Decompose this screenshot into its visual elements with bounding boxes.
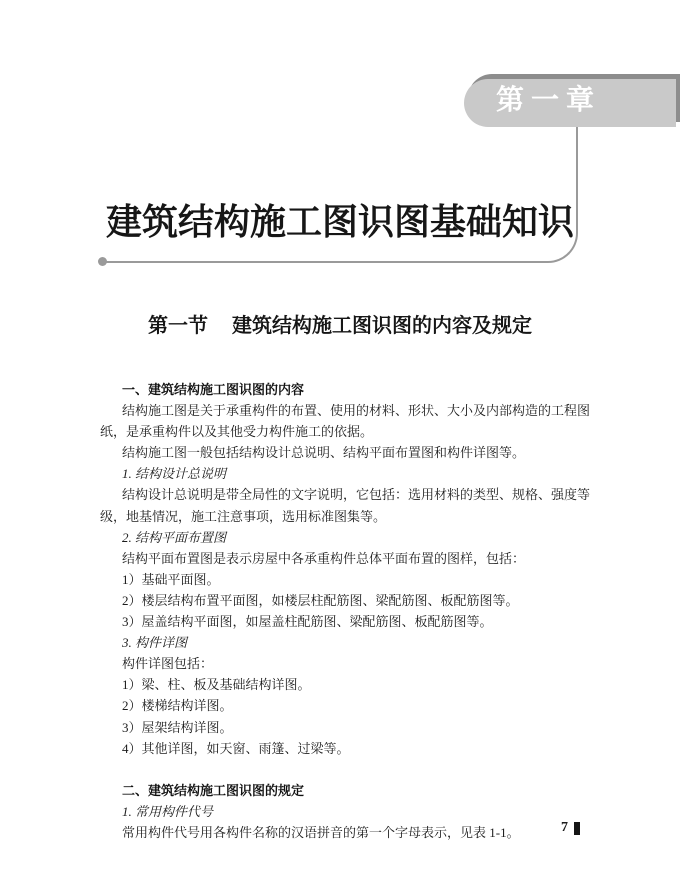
section-number: 第一节: [148, 315, 208, 337]
text-line: 3）屋架结构详图。: [122, 719, 233, 735]
body-text: [100, 379, 590, 843]
text-line: 2）楼层结构布置平面图，如楼层柱配筋图、梁配筋图、板配筋图等。: [122, 592, 519, 608]
chapter-title: 建筑结构施工图识图基础知识: [106, 202, 575, 242]
text-line: 2. 结构平面布置图: [122, 529, 227, 545]
text-line: 3. 构件详图: [122, 635, 188, 651]
text-line: 结构设计总说明是带全局性的文字说明，它包括：选用材料的类型、规格、强度等: [122, 487, 591, 503]
text-line: 1）基础平面图。: [122, 571, 220, 587]
text-line: 结构平面布置图是表示房屋中各承重构件总体平面布置的图样，包括：: [122, 550, 526, 566]
chapter-banner-label: 第一章: [496, 85, 602, 116]
page-footer: [540, 820, 580, 836]
section-title-text: 建筑结构施工图识图的内容及规定: [232, 315, 532, 337]
text-line: 2）楼梯结构详图。: [122, 698, 233, 714]
page-number: 7: [561, 820, 568, 835]
page-number-marker: [574, 822, 580, 835]
chapter-banner: [468, 74, 680, 122]
text-line: 构件详图包括：: [122, 656, 214, 672]
text-line: 结构施工图是关于承重构件的布置、使用的材料、形状、大小及内部构造的工程图: [122, 403, 591, 419]
text-line: 3）屋盖结构平面图，如屋盖柱配筋图、梁配筋图、板配筋图等。: [122, 614, 493, 630]
section-title: [0, 309, 680, 338]
text-line: 1. 常用构件代号: [122, 803, 214, 819]
text-line: 4）其他详图，如天窗、雨篷、过梁等。: [122, 740, 350, 756]
text-line: 二、建筑结构施工图识图的规定: [122, 782, 305, 798]
text-line: 纸，是承重构件以及其他受力构件施工的依据。: [100, 424, 374, 440]
text-line: 级，地基情况，施工注意事项，选用标准图集等。: [100, 508, 387, 524]
text-line: 一、建筑结构施工图识图的内容: [122, 382, 305, 397]
text-line: 常用构件代号用各构件名称的汉语拼音的第一个字母表示，见表 1-1。: [122, 824, 520, 840]
decorative-dot: [98, 257, 107, 266]
text-line: 1）梁、柱、板及基础结构详图。: [122, 677, 311, 693]
text-line: 结构施工图一般包括结构设计总说明、结构平面布置图和构件详图等。: [122, 445, 526, 461]
text-line: 1. 结构设计总说明: [122, 466, 227, 482]
